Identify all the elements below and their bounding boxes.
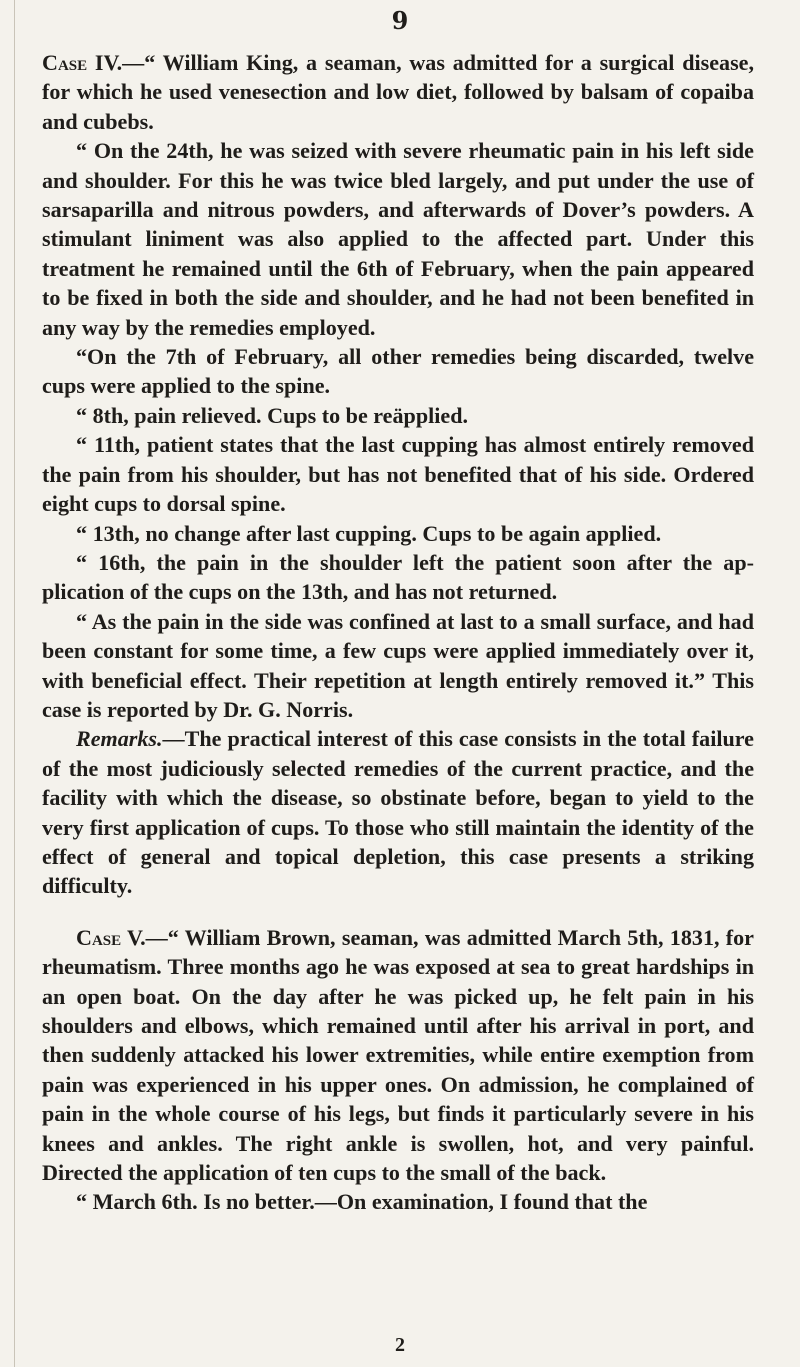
paragraph-case-v: Case V.—“ William Brown, seaman, was admitted March 5th, 1831, for rheumatism. Three months ago he was exposed at sea to great hardships in an open boat. On the day after he was picked up, he felt pain in his shoulders and elbows, which remained until after his arrival in port, and then suddenly attacked his lower extremities, while entire exemption from pain was experienced in his upper ones. On admission, he complained of pain in the whole course of his legs, but finds it particularly severe in his knees and ankles. The right ankle is swollen, hot, and very painful. Directed the application of ten cups to the small of the back. bbox=[42, 924, 754, 1186]
case-label: Case IV. bbox=[42, 50, 123, 75]
paragraph: “ 16th, the pain in the shoulder left the patient soon after the application of the cups on the 13th, and has not returned. bbox=[42, 549, 754, 605]
page-edge-shadow bbox=[14, 0, 15, 1367]
paragraph: “ As the pain in the side was confined at last to a small surface, and had been constant for some time, a few cups were applied immediately over it, with beneficial effect. Their repetition at length entirely removed it.” This case is reported by Dr. G. Norris. bbox=[42, 608, 754, 722]
signature-mark: 2 bbox=[395, 1334, 405, 1356]
remarks-label: Remarks. bbox=[76, 726, 163, 752]
body-text bbox=[42, 48, 754, 1217]
paragraph: “ March 6th. Is no better.—On examination, I found that the bbox=[76, 1189, 648, 1215]
paragraph: “ On the 24th, he was seized with severe rheumatic pain in his left side and shoulder. For this he was twice bled largely, and put under the use of sarsaparilla and nitrous powders, and afterwards of Dover’s powders. A stimulant liniment was also applied to the affected part. Under this treatment he remained until the 6th of February, when the pain appeared to be fixed in both the side and shoulder, and he had not been benefited in any way by the remedies employed. bbox=[42, 138, 754, 340]
paragraph: “On the 7th of February, all other remedies being discarded, twelve cups were applied to the spine. bbox=[42, 344, 754, 399]
paragraph-remarks: Remarks.—The practical interest of this case consists in the total failure of the most judiciously selected remedies of the current practice, and the facility with which the disease, so obstinate before, began to yield to the very first application of cups. To those who still maintain the identity of the effect of general and topical depletion, this case presents a striking difficulty. bbox=[42, 726, 754, 899]
paragraph: “ 13th, no change after last cupping. Cups to be again applied. bbox=[76, 520, 662, 546]
paragraph-case-iv: Case IV.—“ William King, a seaman, was admitted for a surgical disease, for which he used venesection and low diet, followed by balsam of copaiba and cubebs. bbox=[42, 50, 755, 134]
paragraph: “ 11th, patient states that the last cupping has almost entirely removed the pain from his shoulder, but has not benefited that of his side. Ordered eight cups to dorsal spine. bbox=[42, 432, 754, 517]
case-label: Case V. bbox=[76, 924, 146, 950]
page-number: 9 bbox=[391, 6, 409, 35]
paragraph: “ 8th, pain relieved. Cups to be reäpplied. bbox=[76, 402, 469, 428]
